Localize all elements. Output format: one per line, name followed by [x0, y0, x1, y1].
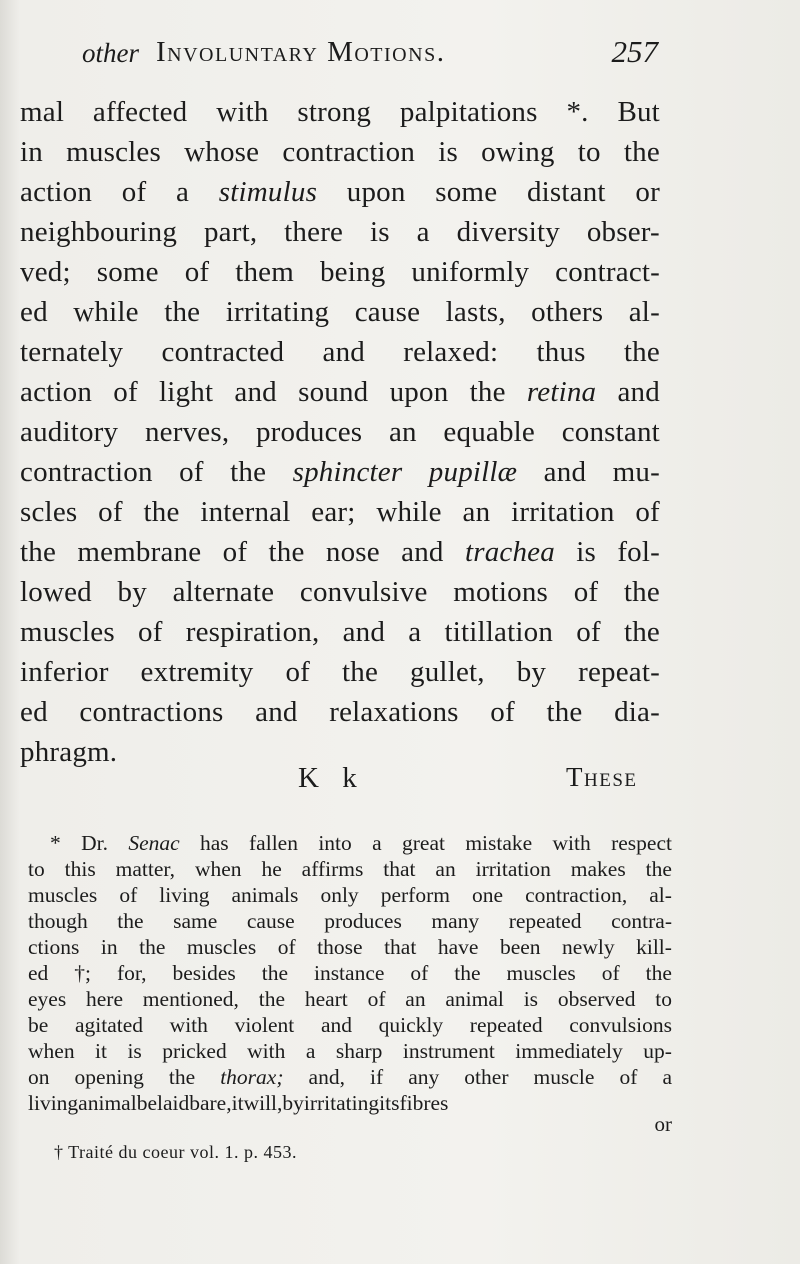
word: the: [623, 136, 660, 168]
word: of: [184, 256, 210, 288]
word: *: [50, 831, 61, 855]
body-line: [20, 612, 660, 652]
word: heart: [304, 987, 348, 1011]
catchword: These: [566, 762, 638, 792]
word: a: [662, 1065, 672, 1089]
body-line: [20, 92, 660, 132]
word: of: [285, 656, 311, 688]
word: same: [173, 909, 218, 933]
word: convulsions: [569, 1013, 672, 1037]
word: animal: [445, 987, 504, 1011]
word: the: [20, 536, 57, 568]
word: muscles: [66, 136, 161, 168]
word: others: [531, 296, 604, 328]
word: trachea: [464, 536, 555, 568]
word: stimulus: [218, 176, 318, 208]
word: motions: [453, 576, 549, 608]
body-line: [20, 212, 660, 252]
word: action: [20, 176, 93, 208]
word: by: [516, 656, 547, 688]
word: it: [95, 1039, 107, 1063]
word: equable: [443, 416, 535, 448]
word: contraction: [20, 456, 153, 488]
word: and: [234, 376, 277, 408]
word: and: [401, 536, 444, 568]
word: owing: [481, 136, 555, 168]
word: when: [28, 1039, 75, 1063]
word: makes: [570, 857, 626, 881]
word: of: [410, 961, 429, 985]
word: that: [384, 935, 417, 959]
word: of: [573, 576, 599, 608]
word: the: [268, 536, 305, 568]
word: mal: [20, 96, 65, 128]
word: in: [20, 136, 43, 168]
word: inferior: [20, 656, 109, 688]
word: retina: [526, 376, 597, 408]
word: irritating: [303, 1091, 380, 1115]
word: ed: [20, 696, 48, 728]
footnote-line: [28, 1090, 672, 1116]
word: and: [320, 1013, 352, 1037]
word: ed: [28, 961, 49, 985]
word: al-: [628, 296, 660, 328]
body-line: [20, 332, 660, 372]
word: auditory: [20, 416, 119, 448]
word: affected: [92, 96, 188, 128]
word: lowed: [20, 576, 92, 608]
word: and: [255, 696, 298, 728]
word: being: [319, 256, 386, 288]
word: great: [402, 831, 445, 855]
word: muscles: [506, 961, 576, 985]
word: convulsive: [299, 576, 428, 608]
word: laid: [156, 1091, 190, 1115]
word: some: [96, 256, 159, 288]
word: kill-: [636, 935, 672, 959]
body-line: [20, 412, 660, 452]
word: be: [136, 1091, 157, 1115]
word: observed: [557, 987, 636, 1011]
word: ternately: [20, 336, 124, 368]
word: of: [490, 696, 515, 728]
word: internal: [200, 496, 291, 528]
body-line: [20, 492, 660, 532]
word: pricked: [162, 1039, 227, 1063]
word: the: [342, 656, 379, 688]
word: it: [231, 1091, 244, 1115]
word: contraction: [282, 136, 416, 168]
footnote-line: [28, 986, 672, 1012]
word: mentioned,: [142, 987, 239, 1011]
signature-mark: K k: [298, 762, 365, 794]
word: the: [258, 987, 286, 1011]
word: while: [73, 296, 139, 328]
word: is: [370, 216, 390, 248]
word: is: [576, 536, 597, 568]
footnote: [28, 830, 672, 1116]
word: muscles: [20, 616, 115, 648]
word: those: [317, 935, 363, 959]
word: †;: [74, 961, 91, 985]
word: agitated: [74, 1013, 144, 1037]
word: irritating: [225, 296, 330, 328]
word: fol-: [617, 536, 660, 568]
word: that: [383, 857, 416, 881]
word: when: [194, 857, 242, 881]
body-line: [20, 532, 660, 572]
word: muscle: [533, 1065, 595, 1089]
word: though: [28, 909, 88, 933]
body-line: [20, 132, 660, 172]
footnote-line: [28, 908, 672, 934]
word: contracted: [161, 336, 285, 368]
footnote-line: [28, 1038, 672, 1064]
word: Senac: [128, 831, 180, 855]
word: mistake: [465, 831, 533, 855]
word: strong: [297, 96, 372, 128]
word: been: [499, 935, 541, 959]
word: will,: [243, 1091, 283, 1115]
footnote-line: [28, 1012, 672, 1038]
word: membrane: [77, 536, 202, 568]
word: of: [277, 935, 296, 959]
word: of: [601, 961, 620, 985]
word: Dr.: [81, 831, 108, 855]
word: of: [119, 883, 138, 907]
word: in: [100, 935, 118, 959]
word: respiration,: [185, 616, 320, 648]
word: to: [655, 987, 672, 1011]
word: produces: [255, 416, 363, 448]
word: the: [164, 296, 201, 328]
word: contraction,: [525, 883, 628, 907]
word: an: [462, 496, 491, 528]
word: up-: [643, 1039, 672, 1063]
footnote-line: [28, 882, 672, 908]
word: perform: [380, 883, 450, 907]
word: repeated: [469, 1013, 543, 1037]
word: if: [370, 1065, 384, 1089]
word: violent: [234, 1013, 295, 1037]
word: with: [216, 96, 269, 128]
word: and,: [308, 1065, 345, 1089]
body-line: [20, 452, 660, 492]
word: and: [617, 376, 660, 408]
footnote-line: [28, 960, 672, 986]
word: by: [117, 576, 147, 608]
word: contra-: [611, 909, 672, 933]
word: the: [469, 376, 506, 408]
word: scles: [20, 496, 78, 528]
word: light: [159, 376, 214, 408]
body-line: [20, 252, 660, 292]
word: But: [617, 96, 660, 128]
body-line: [20, 172, 660, 212]
word: only: [320, 883, 359, 907]
word: there: [284, 216, 344, 248]
word: contractions: [79, 696, 224, 728]
word: a: [372, 831, 382, 855]
word: its: [379, 1091, 400, 1115]
word: affirms: [301, 857, 364, 881]
word: quickly: [378, 1013, 444, 1037]
word: the: [623, 616, 660, 648]
word: of: [635, 496, 660, 528]
footnote-catchword: or: [654, 1112, 672, 1136]
word: and: [322, 336, 365, 368]
body-line: [20, 572, 660, 612]
word: of: [98, 496, 123, 528]
word: pupillæ: [428, 456, 518, 488]
word: them: [235, 256, 295, 288]
word: the: [261, 961, 289, 985]
word: any: [408, 1065, 440, 1089]
word: cause: [354, 296, 421, 328]
word: al-: [649, 883, 672, 907]
word: distant: [526, 176, 606, 208]
word: respect: [611, 831, 672, 855]
word: nerves,: [144, 416, 230, 448]
word: the: [143, 496, 180, 528]
word: into: [318, 831, 352, 855]
word: relaxed:: [403, 336, 499, 368]
word: a: [176, 176, 190, 208]
word: many: [431, 909, 480, 933]
word: thus: [536, 336, 586, 368]
word: is: [438, 136, 458, 168]
word: uniformly: [411, 256, 530, 288]
word: is: [127, 1039, 142, 1063]
word: the: [168, 1065, 196, 1089]
word: instance: [313, 961, 385, 985]
word: an: [435, 857, 456, 881]
word: besides: [172, 961, 236, 985]
word: upon: [389, 376, 449, 408]
word: newly: [562, 935, 615, 959]
word: some: [435, 176, 498, 208]
word: of: [619, 1065, 638, 1089]
footnote-line: [28, 1064, 672, 1090]
word: sound: [298, 376, 369, 408]
word: with: [552, 831, 591, 855]
footnote-line: [28, 934, 672, 960]
word: of: [367, 987, 386, 1011]
word: contract-: [555, 256, 660, 288]
word: one: [472, 883, 504, 907]
word: bare,: [189, 1091, 232, 1115]
word: ear;: [311, 496, 356, 528]
word: phragm.: [20, 736, 118, 768]
word: a: [408, 616, 422, 648]
word: with: [169, 1013, 208, 1037]
word: to: [28, 857, 45, 881]
word: produces: [324, 909, 402, 933]
word: the: [645, 857, 672, 881]
sub-footnote: † Traité du coeur vol. 1. p. 453.: [54, 1142, 297, 1162]
word: animal: [78, 1091, 137, 1115]
word: and: [543, 456, 587, 488]
word: fibres: [399, 1091, 449, 1115]
word: with: [247, 1039, 286, 1063]
word: while: [376, 496, 442, 528]
word: matter,: [115, 857, 176, 881]
body-text: [20, 92, 660, 772]
word: repeated: [508, 909, 582, 933]
running-head-title: Involuntary Motions.: [156, 36, 446, 68]
word: instrument: [402, 1039, 495, 1063]
footnote-line: [28, 856, 672, 882]
word: upon: [346, 176, 406, 208]
word: of: [138, 616, 163, 648]
page-number: 257: [611, 34, 658, 69]
word: the: [117, 909, 144, 933]
word: the: [454, 961, 481, 985]
word: thorax;: [220, 1065, 284, 1089]
word: to: [577, 136, 601, 168]
word: lasts,: [445, 296, 506, 328]
word: has: [200, 831, 229, 855]
word: of: [121, 176, 147, 208]
word: eyes: [28, 987, 67, 1011]
word: on: [28, 1065, 50, 1089]
word: have: [437, 935, 479, 959]
running-head-italic: other: [82, 38, 139, 68]
word: of: [113, 376, 138, 408]
word: or: [635, 176, 660, 208]
word: ved;: [20, 256, 71, 288]
word: of: [179, 456, 204, 488]
word: extremity: [140, 656, 254, 688]
word: *.: [566, 96, 589, 128]
running-head: [82, 34, 658, 74]
word: part,: [203, 216, 258, 248]
word: the: [645, 961, 672, 985]
word: he: [261, 857, 282, 881]
word: the: [139, 935, 166, 959]
body-line: [20, 372, 660, 412]
word: the: [546, 696, 583, 728]
word: muscles: [186, 935, 257, 959]
word: opening: [74, 1065, 144, 1089]
word: cause: [246, 909, 295, 933]
word: here: [86, 987, 123, 1011]
word: sharp: [335, 1039, 383, 1063]
word: neighbouring: [20, 216, 178, 248]
word: palpitations: [399, 96, 538, 128]
word: repeat-: [578, 656, 660, 688]
word: of: [222, 536, 248, 568]
word: dia-: [614, 696, 660, 728]
footnote-line: [28, 830, 672, 856]
word: ctions: [28, 935, 80, 959]
word: an: [388, 416, 417, 448]
body-line: [20, 692, 660, 732]
word: constant: [561, 416, 660, 448]
word: by: [282, 1091, 304, 1115]
word: of: [576, 616, 601, 648]
word: and: [342, 616, 386, 648]
word: a: [305, 1039, 316, 1063]
word: diversity: [456, 216, 560, 248]
word: for,: [116, 961, 147, 985]
word: titillation: [444, 616, 554, 648]
word: the: [623, 336, 660, 368]
word: action: [20, 376, 93, 408]
word: a: [416, 216, 430, 248]
word: living: [28, 1091, 79, 1115]
word: be: [28, 1013, 49, 1037]
word: mu-: [612, 456, 660, 488]
word: irritation: [511, 496, 615, 528]
word: nose: [325, 536, 380, 568]
word: this: [64, 857, 96, 881]
word: sphincter: [292, 456, 403, 488]
word: is: [523, 987, 539, 1011]
word: obser-: [586, 216, 660, 248]
word: fallen: [249, 831, 298, 855]
body-line: [20, 292, 660, 332]
word: living: [159, 883, 210, 907]
word: gullet,: [410, 656, 485, 688]
word: an: [405, 987, 426, 1011]
word: the: [623, 576, 660, 608]
body-line: [20, 652, 660, 692]
word: animals: [231, 883, 299, 907]
word: irritation: [475, 857, 551, 881]
word: muscles: [28, 883, 98, 907]
word: ed: [20, 296, 48, 328]
word: other: [464, 1065, 509, 1089]
word: the: [230, 456, 267, 488]
word: alternate: [172, 576, 275, 608]
word: immediately: [515, 1039, 623, 1063]
word: whose: [184, 136, 260, 168]
word: relaxations: [329, 696, 459, 728]
